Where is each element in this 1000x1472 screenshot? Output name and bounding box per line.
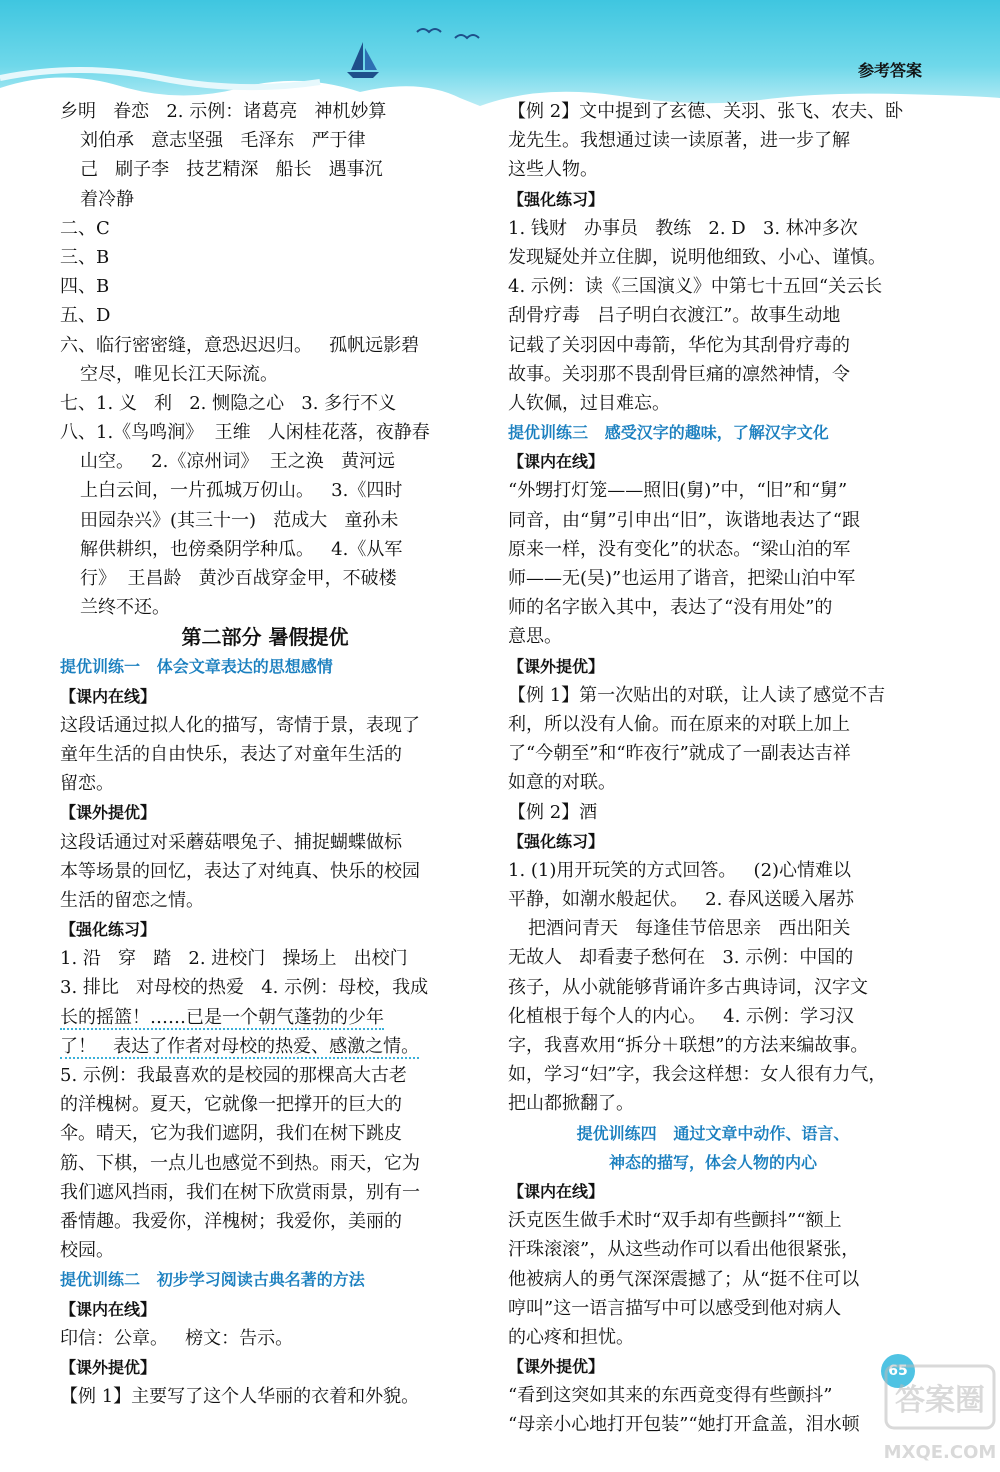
line-text: 了！ 表达了作者对母校的热爱、感激之情。	[60, 1035, 420, 1057]
text-line	[508, 973, 918, 1002]
svg-text:MXQE.COM: MXQE.COM	[883, 1442, 997, 1463]
line-text: 【例 2】文中提到了玄德、关羽、张飞、农夫、卧	[508, 101, 904, 122]
text-line	[60, 1119, 470, 1148]
line-text: 5. 示例：我最喜欢的是校园的那棵高大古老	[60, 1065, 407, 1086]
line-text: “看到这突如其来的东西竟变得有些颤抖”	[508, 1385, 833, 1407]
line-text: 同音，由“舅”引申出“旧”，诙谐地表达了“跟	[508, 509, 861, 531]
line-text: 师——无(吴)”也运用了谐音，把梁山泊中军	[508, 568, 856, 589]
line-text: 三、B	[60, 246, 110, 268]
text-line	[60, 447, 470, 476]
text-line	[60, 243, 470, 272]
line-text: 我们遮风挡雨，我们在树下欣赏雨景，别有一	[60, 1181, 420, 1203]
line-text: 提优训练二 初步学习阅读古典名著的方法	[60, 1270, 365, 1290]
line-text: 故事。关羽那不畏刮骨巨痛的凛然神情，令	[508, 363, 850, 385]
line-text: 【课外提优】	[60, 803, 157, 823]
line-text: 【课内在线】	[60, 686, 157, 706]
text-line	[508, 389, 918, 418]
line-text: 八、1.《鸟鸣涧》 王维 人闲桂花落，夜静春	[60, 422, 430, 444]
text-line	[508, 301, 918, 330]
section-label	[508, 185, 918, 214]
seagull-icon	[415, 22, 485, 44]
text-line	[508, 214, 918, 243]
text-line	[60, 769, 470, 798]
line-text: 平静，如潮水般起伏。 2. 春风送暖入屠苏	[508, 889, 855, 911]
line-text: 哼叫”这一语言描写中可以感受到他对病人	[508, 1297, 842, 1319]
section-label	[508, 447, 918, 476]
line-text: 五、D	[60, 305, 111, 327]
text-line	[508, 710, 918, 739]
watermark-logo	[880, 1360, 1000, 1472]
text-line	[60, 476, 470, 505]
line-text: 六、临行密密缝，意恐迟迟归。 孤帆远影碧	[60, 334, 420, 356]
text-line	[60, 1003, 470, 1032]
text-line	[60, 272, 470, 301]
line-text: 发现疑处并立住脚，说明他细致、小心、谨慎。	[508, 246, 886, 268]
text-line	[508, 768, 918, 797]
section-label	[508, 652, 918, 681]
line-text: 七、1. 义 利 2. 恻隐之心 3. 多行不义	[60, 392, 397, 414]
line-text: 这些人物。	[508, 159, 598, 181]
text-line	[508, 914, 918, 943]
line-text: 4. 示例：读《三国演义》中第七十五回“关云长	[508, 276, 883, 298]
line-text: 【课内在线】	[508, 452, 605, 472]
line-text: 乡明 眷恋 2. 示例：诸葛亮 神机妙算	[60, 101, 387, 122]
line-text: 1. 钱财 办事员 教练 2. D 3. 林冲多次	[508, 217, 858, 239]
line-text: 的心疼和担忧。	[508, 1326, 634, 1348]
line-text: 原来一样，没有变化”的状态。“梁山泊的军	[508, 538, 851, 560]
line-text: 己 刷子李 技艺精深 船长 遇事沉	[80, 159, 383, 181]
text-line	[60, 301, 470, 330]
line-text: 把酒问青天 每逢佳节倍思亲 西出阳关	[528, 918, 851, 940]
line-text: 印信：公章。 榜文：告示。	[60, 1327, 294, 1349]
text-line	[60, 1178, 470, 1207]
section-title	[60, 622, 470, 652]
line-text: 沃克医生做手术时“双手却有些颤抖”“额上	[508, 1210, 842, 1232]
left-column	[60, 97, 470, 1411]
line-text: 番情趣。我爱你，洋槐树；我爱你，美丽的	[60, 1210, 402, 1232]
line-text: 1. (1)用开玩笑的方式回答。 (2)心情难以	[508, 859, 852, 881]
text-line	[60, 857, 470, 886]
line-text: 【课外提优】	[508, 656, 605, 676]
line-text: “母亲小心地打开包装”“她打开盒盖，泪水顿	[508, 1414, 860, 1436]
training-heading	[60, 1265, 470, 1294]
line-text: 筋、下棋，一点儿也感觉不到热。雨天，它为	[60, 1152, 420, 1174]
text-line	[508, 885, 918, 914]
training-heading	[508, 418, 918, 447]
line-text: 第二部分 暑假提优	[181, 625, 349, 650]
text-line	[60, 828, 470, 857]
text-line	[508, 535, 918, 564]
text-line	[60, 593, 470, 622]
text-line	[60, 1032, 470, 1061]
right-column	[508, 97, 918, 1440]
line-text: 提优训练三 感受汉字的趣味，了解汉字文化	[508, 423, 829, 443]
header-label: 参考答案	[857, 61, 922, 80]
text-line	[60, 1382, 470, 1411]
text-line	[508, 1294, 918, 1323]
text-line	[508, 272, 918, 301]
line-text: 【课外提优】	[60, 1357, 157, 1377]
line-text: 他被病人的勇气深深震撼了；从“挺不住可以	[508, 1268, 860, 1290]
section-label	[60, 1295, 470, 1324]
line-text: 汗珠滚滚”，从这些动作可以看出他很紧张，	[508, 1239, 860, 1261]
section-label	[508, 1177, 918, 1206]
text-line	[60, 155, 470, 184]
line-text: 兰终不还。	[80, 597, 170, 619]
text-line	[508, 943, 918, 972]
page-number: 65	[881, 1354, 915, 1388]
text-line	[60, 973, 470, 1002]
text-line	[60, 214, 470, 243]
text-line	[508, 856, 918, 885]
text-line	[60, 389, 470, 418]
line-text: 【例 1】第一次贴出的对联，让人读了感觉不吉	[508, 684, 886, 706]
text-line	[60, 506, 470, 535]
line-text: 【例 2】酒	[508, 801, 598, 823]
line-text: 留恋。	[60, 773, 114, 795]
text-line	[508, 593, 918, 622]
text-line	[508, 360, 918, 389]
line-text: 如，学习“妇”字，我会这样想：女人很有力气，	[508, 1064, 887, 1086]
text-line	[508, 1206, 918, 1235]
text-line	[508, 1381, 918, 1410]
line-text: 童年生活的自由快乐，表达了对童年生活的	[60, 743, 402, 765]
training-heading	[60, 652, 470, 681]
text-line	[60, 944, 470, 973]
text-line	[508, 506, 918, 535]
section-label	[60, 915, 470, 944]
line-text: 【课内在线】	[60, 1299, 157, 1319]
line-text: 的洋槐树。夏天，它就像一把撑开的巨大的	[60, 1094, 402, 1116]
text-line	[60, 1207, 470, 1236]
line-text: 字，我喜欢用“拆分＋联想”的方法来编故事。	[508, 1035, 869, 1056]
line-text: 空尽，唯见长江天际流。	[80, 363, 278, 385]
line-text: 提优训练一 体会文章表达的思想感情	[60, 657, 333, 677]
text-line	[508, 1265, 918, 1294]
line-text: 着冷静	[80, 188, 134, 210]
line-text: 校园。	[60, 1240, 114, 1262]
text-line	[508, 1235, 918, 1264]
text-line	[508, 622, 918, 651]
line-text: 【课内在线】	[508, 1181, 605, 1201]
line-text: 田园杂兴》(其三十一) 范成大 童孙未	[80, 509, 399, 531]
text-line	[508, 1410, 918, 1439]
text-line	[60, 886, 470, 915]
text-line	[508, 243, 918, 272]
line-text: 长的摇篮！……已是一个朝气蓬勃的少年	[60, 1006, 384, 1028]
line-text: 了“今朝至”和“昨夜行”就成了一副表达吉祥	[508, 743, 851, 765]
text-line	[508, 1031, 918, 1060]
text-line	[508, 1002, 918, 1031]
text-line	[60, 1090, 470, 1119]
text-line	[60, 1061, 470, 1090]
training-heading	[508, 1148, 918, 1177]
line-text: 3. 排比 对母校的热爱 4. 示例：母校，我成	[60, 977, 429, 999]
line-text: 【例 1】主要写了这个人华丽的衣着和外貌。	[60, 1386, 420, 1408]
line-text: 神态的描写，体会人物的内心	[608, 1152, 817, 1172]
text-line	[508, 331, 918, 360]
text-line	[508, 798, 918, 827]
line-text: 解供耕织，也傍桑阴学种瓜。 4.《从军	[80, 538, 403, 560]
text-line	[508, 1089, 918, 1118]
svg-text:答案圈: 答案圈	[895, 1383, 985, 1418]
text-line	[508, 476, 918, 505]
line-text: 行》 王昌龄 黄沙百战穿金甲，不破楼	[80, 568, 397, 589]
text-line	[60, 564, 470, 593]
line-text: 刮骨疗毒 吕子明白衣渡江”。故事生动地	[508, 305, 841, 327]
line-text: “外甥打灯笼——照旧(舅)”中，“旧”和“舅”	[508, 480, 848, 502]
text-line	[508, 681, 918, 710]
line-text: 如意的对联。	[508, 772, 616, 794]
text-line	[60, 740, 470, 769]
text-line	[60, 1324, 470, 1353]
line-text: 1. 沿 穿 踏 2. 进校门 操场上 出校门	[60, 948, 408, 970]
line-text: 把山都掀翻了。	[508, 1093, 634, 1115]
text-line	[60, 1236, 470, 1265]
line-text: 记载了关羽因中毒箭，华佗为其刮骨疗毒的	[508, 334, 850, 356]
line-text: 化植根于每个人的内心。 4. 示例：学习汉	[508, 1005, 855, 1027]
text-line	[60, 185, 470, 214]
line-text: 人钦佩，过目难忘。	[508, 392, 670, 414]
section-label	[60, 798, 470, 827]
line-text: 【课外提优】	[508, 1357, 605, 1377]
section-label	[508, 827, 918, 856]
header-banner	[0, 0, 1000, 110]
text-line	[508, 1060, 918, 1089]
text-line	[508, 155, 918, 184]
line-text: 生活的留恋之情。	[60, 889, 204, 911]
text-line	[508, 739, 918, 768]
line-text: 刘伯承 意志坚强 毛泽东 严于律	[80, 130, 366, 152]
line-text: 伞。晴天，它为我们遮阴，我们在树下跳皮	[60, 1123, 402, 1145]
line-text: 四、B	[60, 276, 110, 298]
line-text: 【强化练习】	[60, 920, 157, 940]
text-line	[508, 564, 918, 593]
line-text: 利，所以没有人偷。而在原来的对联上加上	[508, 713, 850, 735]
section-label	[508, 1352, 918, 1381]
text-line	[508, 97, 918, 126]
text-line	[60, 331, 470, 360]
line-text: 【强化练习】	[508, 831, 605, 851]
text-line	[508, 1323, 918, 1352]
training-heading	[508, 1119, 918, 1148]
line-text: 这段话通过拟人化的描写，寄情于景，表现了	[60, 714, 420, 736]
line-text: 本等场景的回忆，表达了对纯真、快乐的校园	[60, 860, 420, 882]
text-line	[508, 126, 918, 155]
line-text: 【强化练习】	[508, 189, 605, 209]
line-text: 无故人 却看妻子愁何在 3. 示例：中国的	[508, 947, 854, 969]
text-line	[60, 1149, 470, 1178]
line-text: 龙先生。我想通过读一读原著，进一步了解	[508, 130, 850, 152]
line-text: 这段话通过对采蘑菇喂兔子、捕捉蝴蝶做标	[60, 831, 402, 853]
line-text: 意思。	[508, 626, 562, 648]
text-line	[60, 535, 470, 564]
line-text: 山空。 2.《凉州词》 王之涣 黄河远	[80, 451, 395, 473]
line-text: 提优训练四 通过文章中动作、语言、	[576, 1123, 850, 1143]
text-line	[60, 97, 470, 126]
sailboat-icon	[345, 40, 381, 80]
text-line	[60, 418, 470, 447]
text-line	[60, 360, 470, 389]
text-line	[60, 126, 470, 155]
line-text: 孩子，从小就能够背诵许多古典诗词，汉字文	[508, 976, 868, 998]
text-line	[60, 711, 470, 740]
line-text: 师的名字嵌入其中，表达了“没有用处”的	[508, 597, 833, 619]
line-text: 二、C	[60, 217, 110, 239]
line-text: 上白云间，一片孤城万仞山。 3.《四时	[80, 480, 403, 502]
section-label	[60, 682, 470, 711]
section-label	[60, 1353, 470, 1382]
